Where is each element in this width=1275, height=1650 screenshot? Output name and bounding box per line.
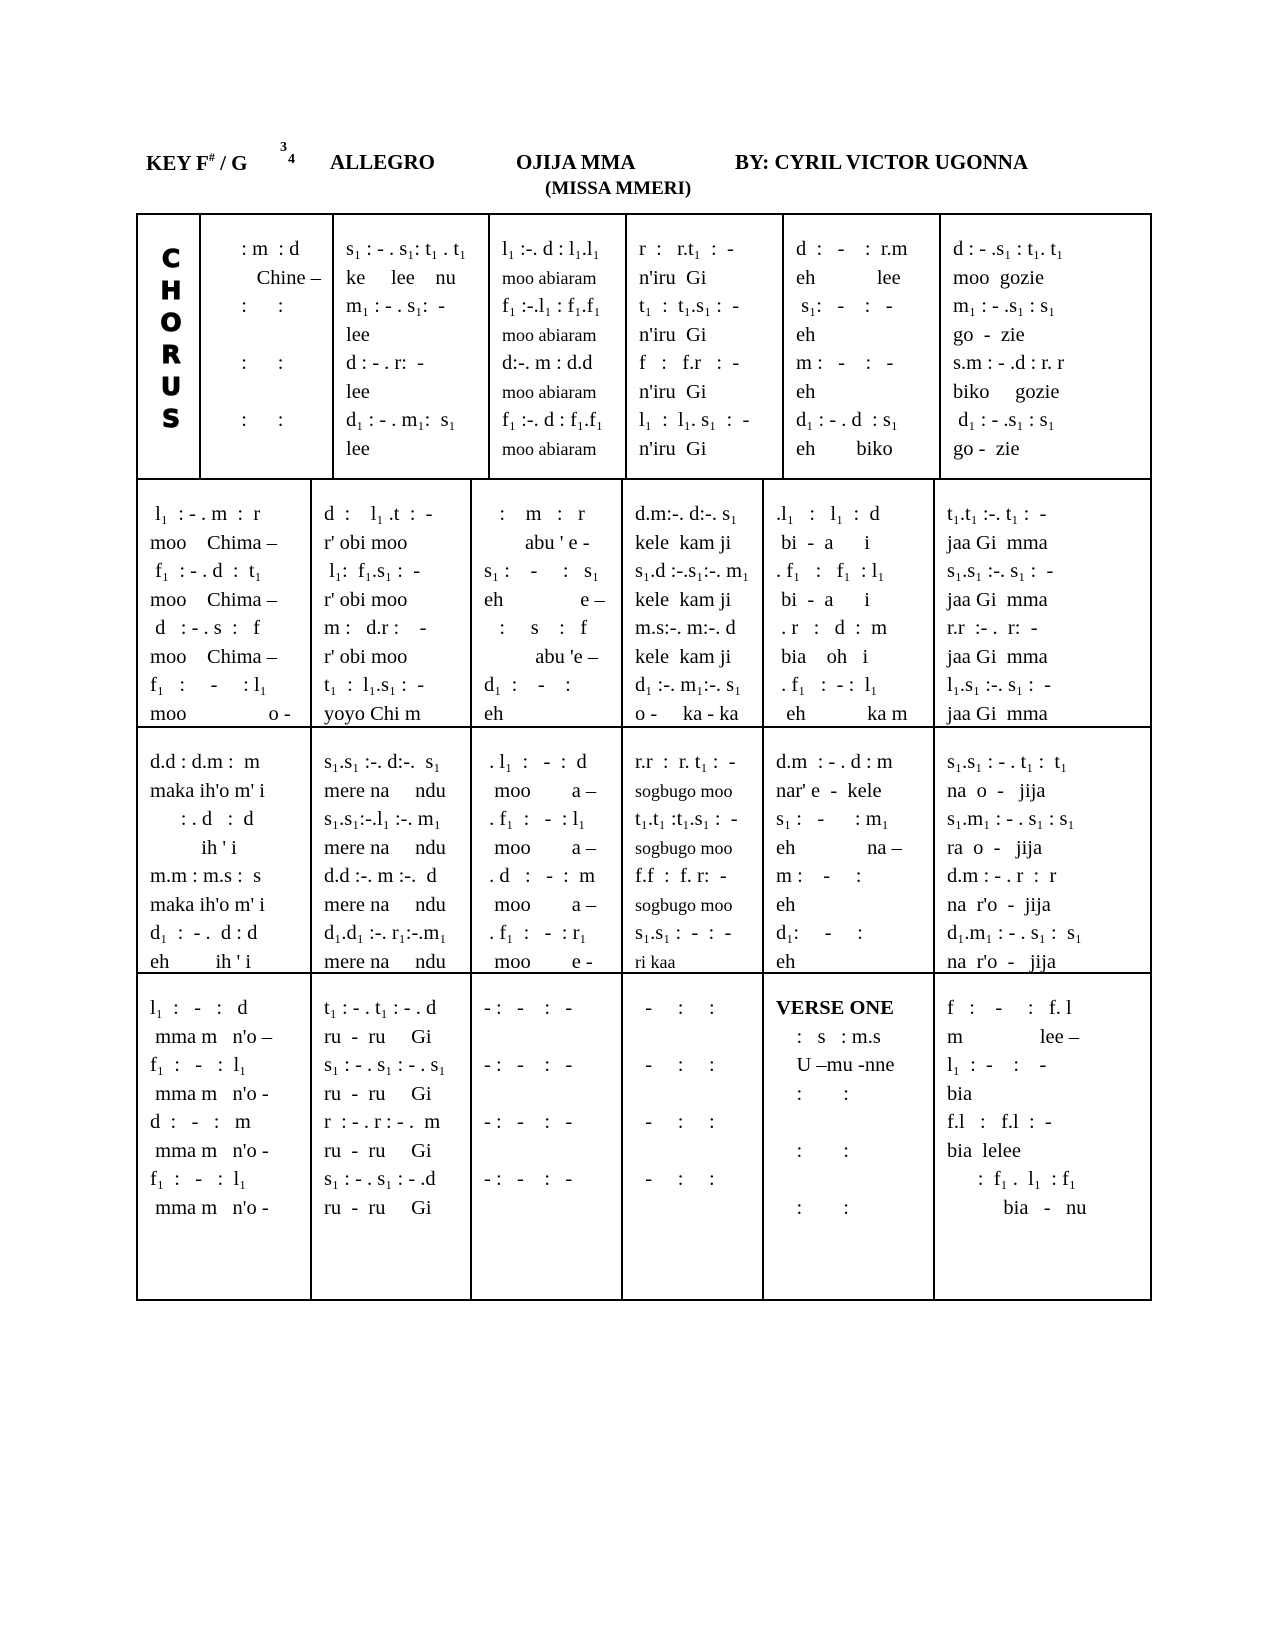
solfa-line: s₁.d :-.s₁:-. m₁ (635, 560, 750, 582)
solfa-line: - : : (635, 1111, 715, 1133)
lyric-line: go - zie (953, 437, 1020, 460)
solfa-line: f₁ :-. d : f₁.f₁ (502, 409, 604, 431)
lyric-line: nar' e - kele (776, 779, 882, 802)
lyric-line: abu ' e - (484, 531, 590, 554)
score-cell (933, 728, 1152, 974)
solfa-line: s.m : - .d : r. r (953, 352, 1065, 374)
lyric-line: moo Chima – (150, 588, 277, 611)
lyric-line: ru - ru Gi (324, 1025, 432, 1048)
solfa-line: s₁.s₁ :-. d:-. s₁ (324, 751, 441, 773)
solfa-line: m.m : m.s : s (150, 865, 262, 887)
score-cell (621, 728, 762, 974)
solfa-line: s₁ : - . s₁ : - . s₁ (324, 1054, 446, 1076)
solfa-line: l₁ : - . m : r (150, 503, 261, 525)
score-cell (470, 728, 621, 974)
solfa-line: f.l : f.l : - (947, 1111, 1052, 1133)
lyric-line: eh ih ' i (150, 950, 252, 973)
lyric-line: eh lee (796, 266, 901, 289)
solfa-line: - : - : - (484, 997, 573, 1019)
lyric-line: moo a – (484, 893, 597, 916)
solfa-line: . f₁ : - : l₁ (776, 674, 878, 696)
lyric-line: ru - ru Gi (324, 1196, 432, 1219)
solfa-line: d₁ : - : (484, 674, 571, 696)
lyric-line: abu 'e – (484, 645, 599, 668)
lyric-line: : : (776, 1196, 849, 1219)
lyric-line: bia - nu (947, 1196, 1087, 1219)
lyric-line: eh na – (776, 836, 902, 859)
lyric-line: moo abiaram (502, 381, 597, 402)
solfa-line (776, 1165, 933, 1194)
solfa-line: f : f.r : - (639, 352, 740, 374)
lyric-line: moo o - (150, 702, 291, 725)
solfa-line: f₁ :-.l₁ : f₁.f₁ (502, 295, 601, 317)
score-cell (488, 215, 625, 478)
lyric-line (484, 1023, 621, 1052)
lyric-line: moo abiaram (502, 438, 597, 459)
solfa-line: s₁ : - : s₁ (484, 560, 600, 582)
solfa-line: l₁ :-. d : l₁.l₁ (502, 238, 600, 260)
solfa-line: . d : - : m (484, 865, 596, 887)
solfa-line: l₁ : - : - (947, 1054, 1047, 1076)
lyric-line: eh (796, 380, 816, 403)
solfa-line: m₁ : - . s₁: - (346, 295, 446, 317)
lyric-line: r' obi moo (324, 588, 408, 611)
lyric-line: jaa Gi mma (947, 645, 1048, 668)
solfa-line: . f₁ : - : r₁ (484, 922, 587, 944)
lyric-line: moo a – (484, 779, 597, 802)
lyric-line: sogbugo moo (635, 837, 733, 858)
score-cell (933, 480, 1152, 728)
solfa-line: : f₁ . l₁ : f₁ (947, 1168, 1077, 1190)
lyric-line: bi - a i (776, 588, 870, 611)
solfa-line: d₁ :-. m₁:-. s₁ (635, 674, 742, 696)
solfa-line: d₁ : - . m₁: s₁ (346, 409, 456, 431)
solfa-score-table (136, 213, 1152, 1301)
score-cell (782, 215, 939, 478)
solfa-line: s₁ : - . s₁: t₁ . t₁ (346, 238, 467, 260)
solfa-line: - : - : - (484, 1168, 573, 1190)
solfa-line: s₁ : - : m₁ (776, 808, 889, 830)
score-cell (199, 215, 332, 478)
lyric-line: moo abiaram (502, 324, 597, 345)
composer-credit: BY: CYRIL VICTOR UGONNA (735, 150, 1029, 174)
solfa-line: d : - . r: - (346, 352, 424, 374)
solfa-line: r.r :- . r: - (947, 617, 1038, 639)
lyric-line: eh (776, 950, 796, 973)
solfa-line: : m : r (484, 503, 585, 525)
solfa-line: . r : d : m (776, 617, 888, 639)
lyric-line: maka ih'o m' i (150, 779, 265, 802)
lyric-line: bia (947, 1082, 973, 1105)
lyric-line: moo abiaram (502, 267, 597, 288)
solfa-line: d : - . s : f (150, 617, 260, 639)
solfa-line: . f₁ : - : l₁ (484, 808, 586, 830)
chorus-letter: H (160, 276, 182, 305)
lyric-line: mma m n'o – (150, 1025, 273, 1048)
lyric-line: mma m n'o - (150, 1139, 269, 1162)
solfa-line: m₁ : - .s₁ : s₁ (953, 295, 1056, 317)
solfa-line: t₁ : - . t₁ : - . d (324, 997, 437, 1019)
lyric-line: o - ka - ka (635, 702, 739, 725)
solfa-line (776, 1108, 933, 1137)
solfa-line: d₁ : - . d : d (150, 922, 258, 944)
lyric-line: mere na ndu (324, 893, 446, 916)
lyric-line (231, 378, 332, 407)
lyric-line: lee (346, 380, 370, 403)
solfa-line: f : - : f. l (947, 997, 1072, 1019)
song-title: OJIJA MMA (516, 150, 636, 174)
lyric-line: eh (484, 702, 504, 725)
lyric-line (635, 1080, 762, 1109)
lyric-line: lee (346, 323, 370, 346)
lyric-line: moo a – (484, 836, 597, 859)
solfa-line: d : l₁ .t : - (324, 503, 433, 525)
lyric-line: lee (346, 437, 370, 460)
solfa-line: m.s:-. m:-. d (635, 617, 736, 639)
solfa-line: r : - . r : - . m (324, 1111, 441, 1133)
solfa-line: d₁ : - . d : s₁ (796, 409, 898, 431)
solfa-line: s₁.s₁ :-. s₁ : - (947, 560, 1054, 582)
chorus-letter: O (160, 308, 182, 337)
lyric-line: eh (796, 323, 816, 346)
solfa-line: : s : f (484, 617, 588, 639)
song-subtitle: (MISSA MMERI) (545, 178, 692, 199)
solfa-line: : . d : d (150, 808, 254, 830)
lyric-line: Chine – (231, 266, 321, 289)
lyric-line: : : (776, 1082, 849, 1105)
solfa-line: : : (231, 409, 284, 431)
solfa-line: l₁: f₁.s₁ : - (324, 560, 421, 582)
solfa-line: : m : d (231, 238, 300, 260)
solfa-line: U –mu -nne (776, 1054, 895, 1076)
solfa-line: d : - .s₁ : t₁. t₁ (953, 238, 1064, 260)
lyric-line: n'iru Gi (639, 266, 707, 289)
solfa-line: . f₁ : f₁ : l₁ (776, 560, 885, 582)
lyric-line: n'iru Gi (639, 380, 707, 403)
score-cell (621, 974, 762, 1301)
lyric-line: na r'o - jija (947, 950, 1057, 973)
lyric-line: mere na ndu (324, 950, 446, 973)
score-cell (310, 480, 470, 728)
solfa-line: s₁.m₁ : - . s₁ : s₁ (947, 808, 1075, 830)
score-cell (933, 974, 1152, 1301)
score-cell (762, 974, 933, 1301)
solfa-line: d.m:-. d:-. s₁ (635, 503, 738, 525)
solfa-line: s₁.s₁ : - : - (635, 922, 732, 944)
solfa-line: t₁.t₁ :-. t₁ : - (947, 503, 1047, 525)
solfa-line: d.d :-. m :-. d (324, 865, 437, 887)
solfa-line: l₁.s₁ :-. s₁ : - (947, 674, 1052, 696)
score-cell (310, 974, 470, 1301)
solfa-line: t₁ : t₁.s₁ : - (639, 295, 740, 317)
lyric-line: moo gozie (953, 266, 1045, 289)
solfa-line: - : : (635, 997, 715, 1019)
solfa-line: s₁.s₁ : - . t₁ : t₁ (947, 751, 1068, 773)
solfa-line: - : - : - (484, 1111, 573, 1133)
solfa-line: d₁ : - .s₁ : s₁ (953, 409, 1055, 431)
song-header (146, 140, 1126, 175)
lyric-line: eh e – (484, 588, 605, 611)
lyric-line (484, 1080, 621, 1109)
lyric-line: bia oh i (776, 645, 869, 668)
solfa-line: s₁.s₁:-.l₁ :-. m₁ (324, 808, 441, 830)
lyric-line: sogbugo moo (635, 894, 733, 915)
lyric-line: r' obi moo (324, 645, 408, 668)
lyric-line (484, 1137, 621, 1166)
solfa-line: - : : (635, 1168, 715, 1190)
lyric-line: ri kaa (635, 951, 676, 972)
solfa-line: m : - : (776, 865, 862, 887)
score-cell (138, 480, 310, 728)
solfa-line: d.m : - . r : r (947, 865, 1057, 887)
solfa-line: r : r.t₁ : - (639, 238, 734, 260)
lyric-line: bia lelee (947, 1139, 1021, 1162)
lyric-line: mere na ndu (324, 836, 446, 859)
lyric-line: n'iru Gi (639, 323, 707, 346)
score-cell (625, 215, 782, 478)
score-cell (138, 974, 310, 1301)
lyric-line: r' obi moo (324, 531, 408, 554)
solfa-line: f₁ : - : l₁ (150, 674, 267, 696)
lyric-line: mma m n'o - (150, 1196, 269, 1219)
lyric-line: ru - ru Gi (324, 1139, 432, 1162)
score-cell (939, 215, 1150, 478)
chorus-letter: C (161, 244, 181, 273)
lyric-line: bi - a i (776, 531, 870, 554)
solfa-line: m : - : - (796, 352, 894, 374)
solfa-line: l₁ : - : d (150, 997, 248, 1019)
lyric-line: : s : m.s (776, 1025, 881, 1048)
chorus-letter: R (161, 340, 181, 369)
lyric-line: m lee – (947, 1025, 1080, 1048)
score-row (138, 726, 1150, 974)
chorus-letter: S (161, 404, 180, 433)
solfa-line: : : (231, 295, 284, 317)
lyric-line: biko gozie (953, 380, 1060, 403)
solfa-line: d.m : - . d : m (776, 751, 893, 773)
lyric-line: eh (776, 893, 796, 916)
lyric-line (635, 1023, 762, 1052)
lyric-line: moo e - (484, 950, 593, 973)
lyric-line: eh ka m (776, 702, 908, 725)
solfa-line: VERSE ONE (776, 997, 894, 1019)
solfa-line: l₁ : l₁. s₁ : - (639, 409, 750, 431)
solfa-line: - : : (635, 1054, 715, 1076)
score-cell (332, 215, 488, 478)
lyric-line: n'iru Gi (639, 437, 707, 460)
lyric-line: go - zie (953, 323, 1025, 346)
score-row (138, 972, 1150, 1301)
solfa-line: s₁: - : - (796, 295, 893, 317)
solfa-line: t₁ : l₁.s₁ : - (324, 674, 425, 696)
lyric-line: yoyo Chi m (324, 702, 421, 725)
score-cell (762, 480, 933, 728)
score-cell (621, 480, 762, 728)
lyric-line: kele kam ji (635, 588, 732, 611)
tempo-marking: ALLEGRO (330, 150, 436, 174)
lyric-line: maka ih'o m' i (150, 893, 265, 916)
lyric-line: eh biko (796, 437, 893, 460)
solfa-line: - : - : - (484, 1054, 573, 1076)
solfa-line: f₁ : - : l₁ (150, 1168, 247, 1190)
chorus-letter: U (160, 372, 182, 401)
solfa-line: d₁.m₁ : - . s₁ : s₁ (947, 922, 1083, 944)
lyric-line: mere na ndu (324, 779, 446, 802)
solfa-line: s₁ : - . s₁ : - .d (324, 1168, 436, 1190)
lyric-line: jaa Gi mma (947, 588, 1048, 611)
lyric-line (635, 1137, 762, 1166)
score-cell (138, 728, 310, 974)
solfa-line: f₁ : - . d : t₁ (150, 560, 262, 582)
score-cell (470, 974, 621, 1301)
score-row (138, 215, 1150, 478)
lyric-line: kele kam ji (635, 645, 732, 668)
key-signature: KEY F# / G (146, 150, 248, 175)
lyric-line: ke lee nu (346, 266, 456, 289)
solfa-line: d.d : d.m : m (150, 751, 260, 773)
lyric-line: kele kam ji (635, 531, 732, 554)
solfa-line: d₁.d₁ :-. r₁:-.m₁ (324, 922, 447, 944)
time-signature: 3 4 (280, 140, 295, 167)
solfa-line: t₁.t₁ :t₁.s₁ : - (635, 808, 738, 830)
lyric-line: na o - jija (947, 779, 1046, 802)
lyric-line (231, 321, 332, 350)
solfa-line: f.f : f. r: - (635, 865, 727, 887)
lyric-line: mma m n'o - (150, 1082, 269, 1105)
lyric-line: moo Chima – (150, 531, 277, 554)
score-cell (470, 480, 621, 728)
lyric-line: jaa Gi mma (947, 531, 1048, 554)
solfa-line: m : d.r : - (324, 617, 427, 639)
lyric-line: jaa Gi mma (947, 702, 1048, 725)
solfa-line: f₁ : - : l₁ (150, 1054, 247, 1076)
lyric-line: na r'o - jija (947, 893, 1051, 916)
solfa-line: d : - : m (150, 1111, 251, 1133)
solfa-line: . l₁ : - : d (484, 751, 587, 773)
solfa-line: d₁: - : (776, 922, 863, 944)
solfa-line: d : - : r.m (796, 238, 908, 260)
score-row (138, 478, 1150, 728)
solfa-line: d:-. m : d.d (502, 352, 593, 374)
lyric-line: ih ' i (150, 836, 237, 859)
solfa-line: : : (231, 352, 284, 374)
lyric-line: : : (776, 1139, 849, 1162)
lyric-line: ra o - jija (947, 836, 1043, 859)
score-cell (762, 728, 933, 974)
solfa-line: .l₁ : l₁ : d (776, 503, 880, 525)
lyric-line: moo Chima – (150, 645, 277, 668)
lyric-line: ru - ru Gi (324, 1082, 432, 1105)
solfa-line: r.r : r. t₁ : - (635, 751, 736, 773)
score-cell (310, 728, 470, 974)
lyric-line: sogbugo moo (635, 780, 733, 801)
